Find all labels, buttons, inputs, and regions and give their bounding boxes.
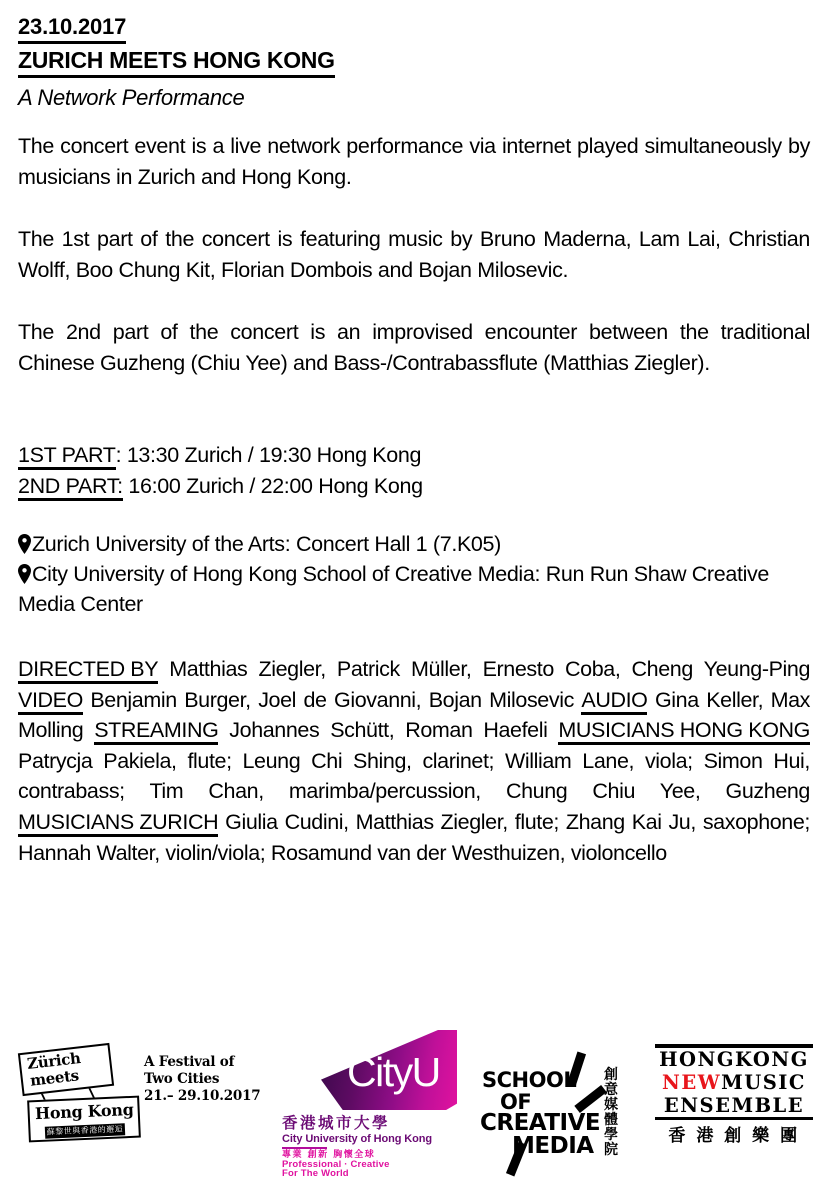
festival-line-2: Two Cities: [144, 1071, 220, 1087]
schedule-block: [18, 440, 810, 502]
description-block: [18, 131, 810, 379]
credit-role-streaming: STREAMING: [94, 719, 218, 745]
scm-line-of: OF: [500, 1090, 532, 1114]
logo-footer: [0, 1028, 827, 1179]
event-subtitle: A Network Performance: [18, 85, 245, 110]
credit-names-audio: Gina Keller, Max Molling: [18, 687, 811, 743]
schedule-row-part1: [18, 440, 810, 471]
hknme-chinese: 香 港 創 樂 團: [668, 1126, 800, 1146]
zmhk-line-hong-kong: Hong Kong: [34, 1099, 134, 1124]
zmhk-line-zurich: Zürich: [26, 1049, 82, 1073]
event-title-wrap: [18, 44, 808, 78]
zmhk-chinese-bar: 蘇黎世與香港的邂逅: [45, 1123, 125, 1138]
paragraph-intro: The concert event is a live network performance via internet played simultaneously by musicians in Zurich and Hong Kong.: [18, 134, 810, 189]
hknme-line-ensemble: ENSEMBLE: [663, 1093, 805, 1117]
hknme-line-new-music: [655, 1071, 813, 1094]
event-date-wrap: [18, 14, 808, 44]
scm-line-media: MEDIA: [512, 1133, 594, 1159]
scm-mark-2: [574, 1085, 606, 1113]
logo-hong-kong-new-music-ensemble: [655, 1044, 813, 1156]
cityu-tagline-english-2: For The World: [282, 1168, 349, 1179]
festival-tagline: [144, 1054, 260, 1105]
cityu-wordmark: CityU: [347, 1049, 440, 1095]
cityu-divider: [282, 1147, 327, 1149]
logo-school-of-creative-media: [478, 1046, 638, 1166]
credit-names-musicians-hong-kong: Patrycja Pakiela, flute; Leung Chi Shing, clarinet; William Lane, viola; Simon Hui, contrabass; Tim Chan, marimba/percussion, Chung Chiu Yee, Guzheng: [18, 748, 810, 804]
venue-text-hongkong: City University of Hong Kong School of Creative Media: Run Run Shaw Creative Media Center: [18, 562, 770, 616]
part2-value: 16:00 Zurich / 22:00 Hong Kong: [128, 474, 423, 498]
credit-role-audio: AUDIO: [581, 689, 647, 715]
credit-role-directed-by: DIRECTED BY: [18, 658, 158, 684]
scm-line-creative: CREATIVE: [480, 1110, 601, 1136]
paragraph-second-part: The 2nd part of the concert is an improvised encounter between the traditional Chinese Guzheng (Chiu Yee) and Bass-/Contrabassflute (Matthias Ziegler).: [18, 320, 810, 375]
part1-label: 1ST PART: [18, 443, 116, 470]
hknme-rule-bottom: [655, 1117, 813, 1121]
schedule-row-part2: [18, 471, 810, 502]
paragraph-first-part: The 1st part of the concert is featuring music by Bruno Maderna, Lam Lai, Christian Wolff, Boo Chung Kit, Florian Dombois and Bojan Milosevic.: [18, 227, 810, 282]
part2-label: 2ND PART:: [18, 474, 123, 501]
hknme-line-hongkong: HONGKONG: [659, 1047, 809, 1071]
credit-names-video: Benjamin Burger, Joel de Giovanni, Bojan Milosevic: [90, 687, 574, 712]
cityu-english-name: City University of Hong Kong: [282, 1133, 432, 1145]
event-date: 23.10.2017: [18, 14, 126, 44]
credit-role-video: VIDEO: [18, 689, 83, 715]
cityu-tagline-english-1: Professional · Creative: [282, 1159, 390, 1170]
map-pin-icon: [18, 564, 31, 584]
cityu-chinese-name: 香港城市大學: [282, 1114, 391, 1132]
logo-city-university-hong-kong: [277, 1030, 457, 1179]
zmhk-line-meets: meets: [29, 1066, 80, 1090]
credits-block: [18, 654, 810, 868]
credit-role-musicians-hong-kong: MUSICIANS HONG KONG: [558, 719, 810, 745]
credit-names-streaming: Johannes Schütt, Roman Haefeli: [229, 718, 548, 743]
venue-row-hongkong: [18, 559, 810, 619]
part1-value: 13:30 Zurich / 19:30 Hong Kong: [126, 443, 422, 467]
credit-role-musicians-zurich: MUSICIANS ZURICH: [18, 811, 218, 837]
page-title: ZURICH MEETS HONG KONG: [18, 47, 335, 78]
cityu-tagline-chinese: 專業 創新 胸懷全球: [282, 1150, 376, 1160]
venue-block: [18, 529, 810, 619]
scm-chinese-vertical: 創意媒體學院: [604, 1067, 618, 1158]
logo-zurich-meets-hong-kong: [18, 1040, 143, 1160]
venue-text-zurich: Zurich University of the Arts: Concert Hall 1 (7.K05): [32, 532, 501, 556]
credit-names-directed-by: Matthias Ziegler, Patrick Müller, Ernesto Coba, Cheng Yeung-Ping: [169, 657, 811, 681]
hknme-word-new: NEW: [662, 1070, 722, 1094]
venue-row-zurich: [18, 529, 810, 559]
poster-header: [18, 14, 808, 111]
festival-line-1: A Festival of: [144, 1054, 235, 1070]
credit-names-musicians-zurich: Giulia Cudini, Matthias Ziegler, flute; Zhang Kai Ju, saxophone; Hannah Walter, violin/viola; Rosamund van der Westhuizen, violoncello: [18, 809, 810, 865]
festival-line-3: 21.– 29.10.2017: [144, 1088, 261, 1104]
map-pin-icon: [18, 534, 31, 554]
scm-line-school: SCHOOL: [482, 1068, 577, 1092]
hknme-word-music: MUSIC: [721, 1070, 806, 1094]
part1-colon: :: [115, 443, 122, 467]
